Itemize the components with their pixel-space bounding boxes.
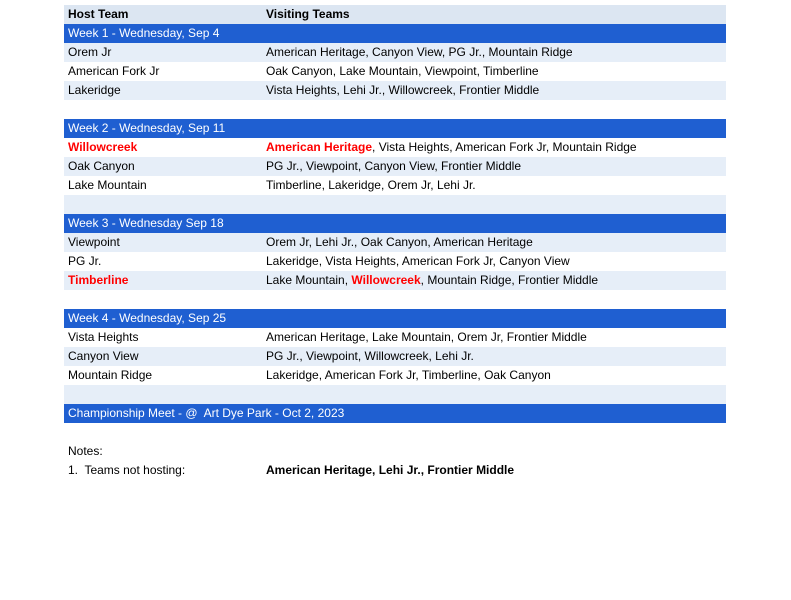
host-cell: Vista Heights [68, 330, 139, 344]
table-row [64, 233, 726, 252]
host-cell: Canyon View [68, 349, 139, 363]
notes-item-label: 1. Teams not hosting: [68, 463, 186, 477]
visiting-cell [266, 271, 598, 290]
notes-item-row [64, 461, 726, 480]
visiting-rest: , Mountain Ridge, Frontier Middle [420, 273, 599, 287]
table-row [64, 271, 726, 290]
highlighted-team: Willowcreek [351, 273, 421, 287]
spacer-row [64, 195, 726, 214]
table-row [64, 176, 726, 195]
host-cell: Orem Jr [68, 45, 112, 59]
visiting-pre: Lake Mountain, [266, 273, 352, 287]
table-header [64, 5, 726, 24]
visiting-cell: Lakeridge, American Fork Jr, Timberline, Oak Canyon [266, 368, 551, 382]
visiting-cell [266, 138, 637, 157]
spacer-row [64, 290, 726, 309]
week-title: Week 1 - Wednesday, Sep 4 [68, 26, 220, 40]
spacer-row [64, 423, 726, 442]
notes-item-value: American Heritage, Lehi Jr., Frontier Middle [266, 463, 515, 477]
host-cell: Lakeridge [68, 83, 121, 97]
table-row [64, 366, 726, 385]
table-row [64, 252, 726, 271]
table-row [64, 62, 726, 81]
week-title: Week 2 - Wednesday, Sep 11 [68, 121, 226, 135]
notes-title-row [64, 442, 726, 461]
week-header [64, 309, 726, 328]
host-cell: Willowcreek [68, 140, 138, 154]
visiting-cell: Timberline, Lakeridge, Orem Jr, Lehi Jr. [266, 178, 476, 192]
visiting-cell: American Heritage, Lake Mountain, Orem Jr, Frontier Middle [266, 330, 587, 344]
table-row [64, 157, 726, 176]
host-cell: Oak Canyon [68, 159, 135, 173]
host-cell: Viewpoint [68, 235, 120, 249]
visiting-teams-header: Visiting Teams [266, 7, 350, 21]
spacer-row [64, 385, 726, 404]
table-row [64, 138, 726, 157]
week-header [64, 214, 726, 233]
schedule-table [64, 5, 726, 480]
week-header [64, 119, 726, 138]
spacer-row [64, 100, 726, 119]
host-cell: American Fork Jr [68, 64, 160, 78]
visiting-cell: Orem Jr, Lehi Jr., Oak Canyon, American Heritage [266, 235, 533, 249]
week-title: Week 4 - Wednesday, Sep 25 [68, 311, 227, 325]
host-team-header: Host Team [68, 7, 129, 21]
host-cell: Mountain Ridge [68, 368, 153, 382]
visiting-cell: American Heritage, Canyon View, PG Jr., Mountain Ridge [266, 45, 573, 59]
visiting-cell: Lakeridge, Vista Heights, American Fork Jr, Canyon View [266, 254, 570, 268]
visiting-cell: Vista Heights, Lehi Jr., Willowcreek, Frontier Middle [266, 83, 540, 97]
championship-title: Championship Meet - @ Art Dye Park - Oct 2, 2023 [68, 406, 345, 420]
host-cell: PG Jr. [68, 254, 102, 268]
notes-title: Notes: [68, 444, 103, 458]
visiting-cell: Oak Canyon, Lake Mountain, Viewpoint, Timberline [266, 64, 539, 78]
host-cell: Lake Mountain [68, 178, 147, 192]
host-cell: Timberline [68, 273, 129, 287]
week-header [64, 24, 726, 43]
table-row [64, 43, 726, 62]
week-title: Week 3 - Wednesday Sep 18 [68, 216, 224, 230]
highlighted-team: American Heritage [266, 140, 373, 154]
table-row [64, 81, 726, 100]
visiting-cell: PG Jr., Viewpoint, Willowcreek, Lehi Jr. [266, 349, 474, 363]
table-row [64, 328, 726, 347]
visiting-cell: PG Jr., Viewpoint, Canyon View, Frontier Middle [266, 159, 522, 173]
championship-row [64, 404, 726, 423]
table-row [64, 347, 726, 366]
visiting-rest: , Vista Heights, American Fork Jr, Mountain Ridge [372, 140, 637, 154]
